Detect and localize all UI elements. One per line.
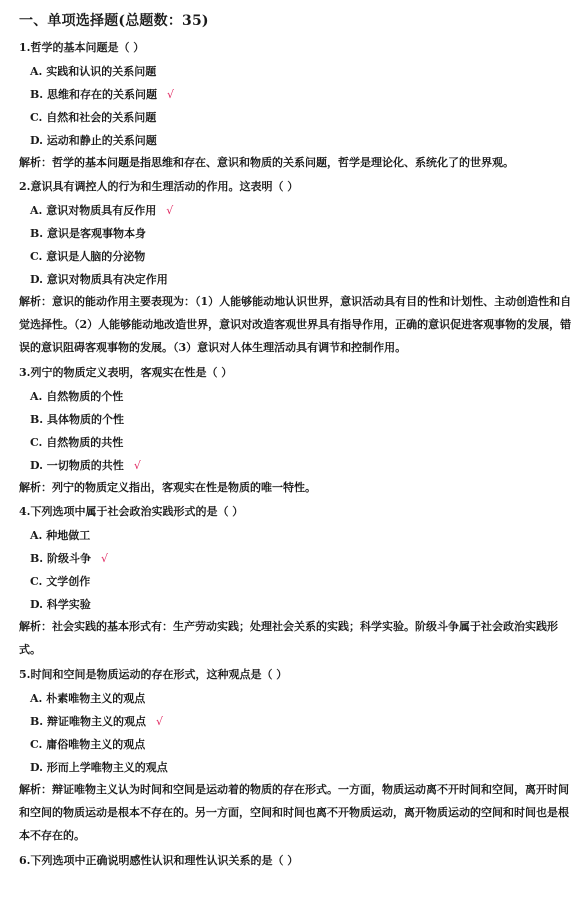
option-d bbox=[30, 132, 157, 148]
question-stem: 3.列宁的物质定义表明，客观实在性是（ ） bbox=[19, 366, 233, 379]
option-a bbox=[30, 202, 173, 218]
option-label: B. 具体物质的个性 bbox=[30, 413, 124, 426]
option-c bbox=[30, 248, 145, 264]
option-label: C. 文学创作 bbox=[30, 575, 91, 588]
analysis-text: 解析：哲学的基本问题是指思维和存在、意识和物质的关系问题，哲学是理论化、系统化了的世界观。 bbox=[19, 156, 514, 169]
check-mark-icon: √ bbox=[166, 87, 174, 101]
option-label: B. 思维和存在的关系问题 bbox=[30, 88, 157, 101]
analysis-text: 解析：列宁的物质定义指出，客观实在性是物质的唯一特性。 bbox=[19, 481, 316, 494]
option-label: B. 辩证唯物主义的观点 bbox=[30, 715, 146, 728]
option-label: A. 朴素唯物主义的观点 bbox=[30, 692, 146, 705]
option-label: A. 自然物质的个性 bbox=[30, 390, 124, 403]
option-b bbox=[30, 713, 163, 729]
section-title: 一、单项选择题(总题数：35) bbox=[19, 13, 209, 29]
option-c bbox=[30, 109, 156, 125]
option-d bbox=[30, 457, 141, 473]
question-stem: 5.时间和空间是物质运动的存在形式，这种观点是（ ） bbox=[19, 668, 288, 681]
option-label: D. 科学实验 bbox=[30, 598, 91, 611]
option-a bbox=[30, 388, 123, 404]
option-d bbox=[30, 596, 91, 612]
check-mark-icon: √ bbox=[166, 203, 174, 217]
option-label: D. 一切物质的共性 bbox=[30, 459, 124, 472]
option-b bbox=[30, 86, 174, 102]
option-label: C. 自然和社会的关系问题 bbox=[30, 111, 157, 124]
option-label: D. 运动和静止的关系问题 bbox=[30, 134, 157, 147]
option-label: B. 阶级斗争 bbox=[30, 552, 91, 565]
option-a bbox=[30, 63, 156, 79]
option-label: A. 实践和认识的关系问题 bbox=[30, 65, 157, 78]
option-c bbox=[30, 573, 90, 589]
option-a bbox=[30, 527, 90, 543]
analysis-text: 解析：社会实践的基本形式有：生产劳动实践；处理社会关系的实践；科学实验。阶级斗争属于社会政治实践形式。 bbox=[19, 620, 558, 657]
option-label: B. 意识是客观事物本身 bbox=[30, 227, 146, 240]
analysis-text: 解析：辩证唯物主义认为时间和空间是运动着的物质的存在形式。一方面，物质运动离不开时间和空间，离开时间和空间的物质运动是根本不存在的。另一方面，空间和时间也离不开物质运动，离开物质运动的空间和时间也是根本不存在的。 bbox=[19, 783, 569, 843]
option-label: A. 意识对物质具有反作用 bbox=[30, 204, 157, 217]
analysis-text: 解析：意识的能动作用主要表现为：（1）人能够能动地认识世界，意识活动具有目的性和计划性、主动创造性和自觉选择性。（2）人能够能动地改造世界，意识对改造客观世界具有指导作用，正确的意识促进客观事物的发展，错误的意识阻碍客观事物的发展。（3）意识对人体生理活动具有调节和控制作用。 bbox=[19, 295, 572, 355]
option-b bbox=[30, 225, 146, 241]
question-stem: 4.下列选项中属于社会政治实践形式的是（ ） bbox=[19, 505, 244, 518]
question-stem: 2.意识具有调控人的行为和生理活动的作用。这表明（ ） bbox=[19, 180, 299, 193]
option-label: C. 自然物质的共性 bbox=[30, 436, 124, 449]
question-stem: 6.下列选项中正确说明感性认识和理性认识关系的是（ ） bbox=[19, 854, 299, 867]
option-label: D. 形而上学唯物主义的观点 bbox=[30, 761, 168, 774]
option-label: C. 庸俗唯物主义的观点 bbox=[30, 738, 146, 751]
option-label: D. 意识对物质具有决定作用 bbox=[30, 273, 168, 286]
option-b bbox=[30, 411, 124, 427]
check-mark-icon: √ bbox=[155, 714, 163, 728]
check-mark-icon: √ bbox=[100, 551, 108, 565]
question-stem: 1.哲学的基本问题是（ ） bbox=[19, 41, 145, 54]
check-mark-icon: √ bbox=[133, 458, 141, 472]
option-d bbox=[30, 271, 168, 287]
option-c bbox=[30, 434, 123, 450]
option-label: C. 意识是人脑的分泌物 bbox=[30, 250, 146, 263]
option-a bbox=[30, 690, 145, 706]
option-label: A. 种地做工 bbox=[30, 529, 91, 542]
option-b bbox=[30, 550, 108, 566]
option-d bbox=[30, 759, 168, 775]
option-c bbox=[30, 736, 145, 752]
